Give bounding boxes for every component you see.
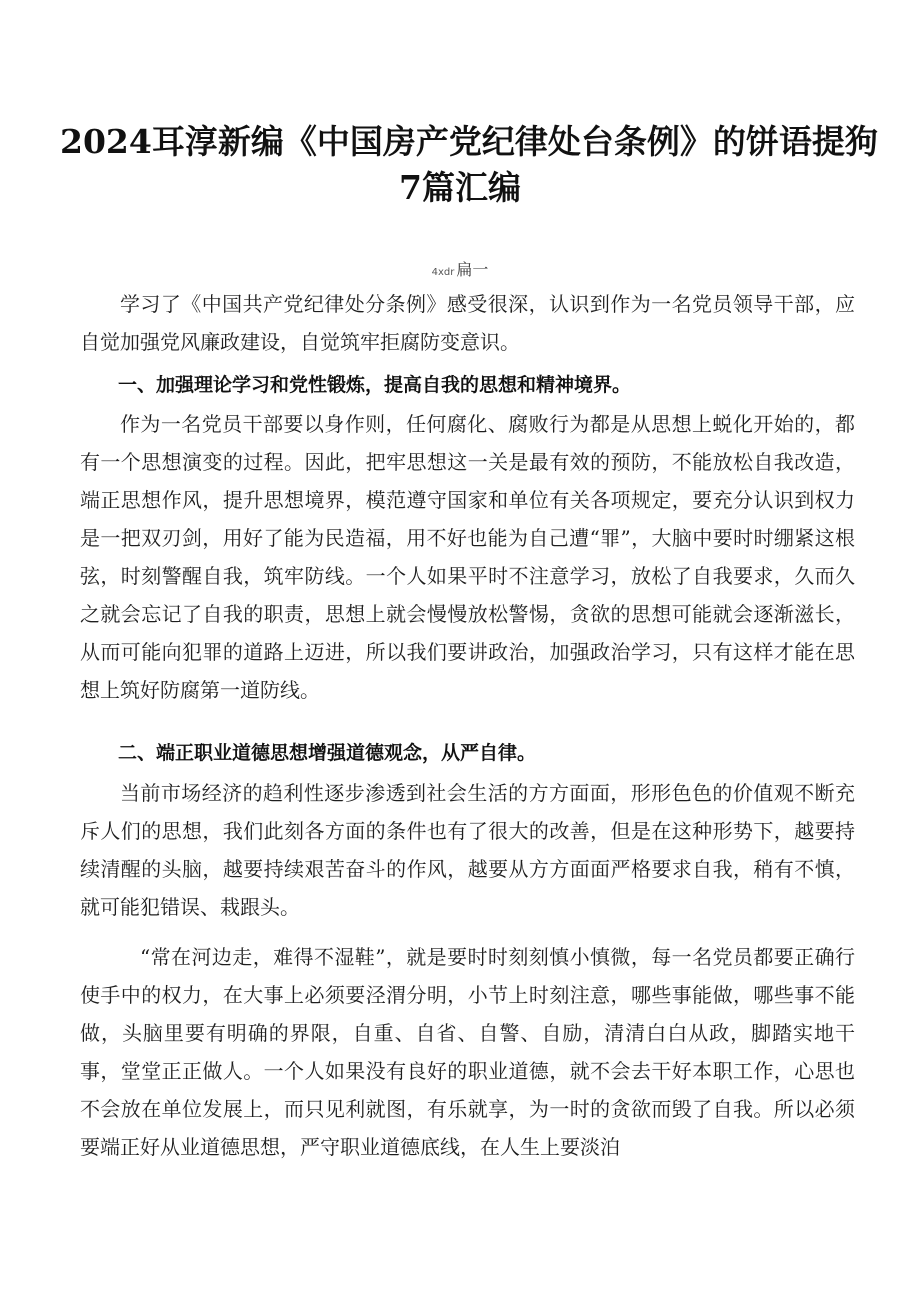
section2-heading: 二、端正职业道德思想增强道德观念，从严自律。 <box>118 742 537 764</box>
subheading-label: 扁一 <box>456 260 489 279</box>
section2-paragraph: 当前市场经济的趋利性逐步渗透到社会生活的方方面面，形形色色的价值观不断充斥人们的思想，我们此刻各方面的条件也有了很大的改善，但是在这种形势下，越要持续清醒的头脑，越要持续艰苦奋斗的作风，越要从方方面面严格要求自我，稍有不慎，就可能犯错误、栽跟头。 <box>80 781 855 919</box>
section2-paragraph-2: “常在河边走，难得不湿鞋”，就是要时时刻刻慎小慎微，每一名党员都要正确行使手中的权力，在大事上必须要泾渭分明，小节上时刻注意，哪些事能做，哪些事不能做，头脑里要有明确的界限，自重、自省、自警、自励，清清白白从政，脚踏实地干事，堂堂正正做人。一个人如果没有良好的职业道德，就不会去干好本职工作，心思也不会放在单位发展上，而只见利就图，有乐就享，为一时的贪欲而毁了自我。所以必须要端正好从业道德思想，严守职业道德底线，在人生上要淡泊 <box>80 945 855 1159</box>
article-subheading <box>0 257 920 280</box>
subheading-small-text: 4xdr <box>431 267 455 278</box>
document-title-line2: 7篇汇编 <box>399 168 521 207</box>
document-title-line1: 2024耳淳新编《中国房产党纪律处台条例》的饼语提狗 <box>60 122 878 161</box>
section1-heading: 一、加强理论学习和党性锻炼，提高自我的思想和精神境界。 <box>118 374 632 396</box>
section1-paragraph: 作为一名党员干部要以身作则，任何腐化、腐败行为都是从思想上蜕化开始的，都有一个思想演变的过程。因此，把牢思想这一关是最有效的预防，不能放松自我改造，端正思想作风，提升思想境界，模范遵守国家和单位有关各项规定，要充分认识到权力是一把双刃剑，用好了能为民造福，用不好也能为自己遭“罪”，大脑中要时时绷紧这根弦，时刻警醒自我，筑牢防线。一个人如果平时不注意学习，放松了自我要求，久而久之就会忘记了自我的职责，思想上就会慢慢放松警惕，贪欲的思想可能就会逐渐滋长，从而可能向犯罪的道路上迈进，所以我们要讲政治，加强政治学习，只有这样才能在思想上筑好防腐第一道防线。 <box>80 412 855 702</box>
intro-paragraph: 学习了《中国共产党纪律处分条例》感受很深，认识到作为一名党员领导干部，应自觉加强党风廉政建设，自觉筑牢拒腐防变意识。 <box>80 292 855 354</box>
